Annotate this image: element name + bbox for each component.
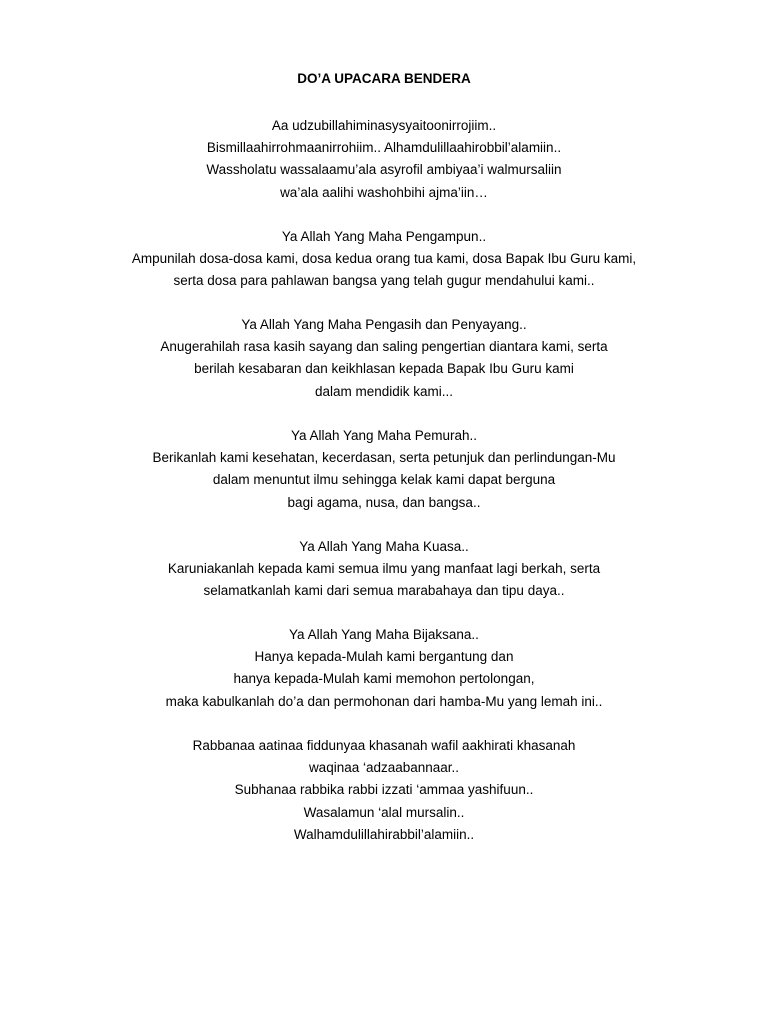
stanza-line: Wassholatu wassalaamu’ala asyrofil ambiyaa’i walmursaliin (206, 162, 562, 178)
stanza-line: Karuniakanlah kepada kami semua ilmu yang manfaat lagi berkah, serta (167, 561, 601, 577)
document-title: DO’A UPACARA BENDERA (297, 71, 471, 86)
stanza-line: Aa udzubillahiminasysyaitoonirrojiim.. (271, 118, 497, 133)
stanza-line: Ampunilah dosa-dosa kami, dosa kedua orang tua kami, dosa Bapak Ibu Guru kami, (131, 251, 637, 267)
stanza-line: serta dosa para pahlawan bangsa yang telah gugur mendahului kami.. (173, 273, 595, 289)
stanza-line: selamatkanlah kami dari semua marabahaya dan tipu daya.. (203, 583, 565, 599)
stanza-pemurah (0, 425, 768, 514)
stanza-pengampun (0, 226, 768, 293)
stanza-line: dalam menuntut ilmu sehingga kelak kami dapat berguna (212, 472, 556, 488)
stanza-kuasa (0, 536, 768, 603)
stanza-line: Bismillaahirrohmaanirrohiim.. Alhamdulillaahirobbil’alamiin.. (206, 140, 562, 156)
stanza-line: Ya Allah Yang Maha Bijaksana.. (289, 627, 479, 642)
stanza-line: Hanya kepada-Mulah kami bergantung dan (254, 649, 514, 665)
stanza-line: Ya Allah Yang Maha Pengasih dan Penyayang.. (241, 317, 527, 332)
stanza-line: Ya Allah Yang Maha Pengampun.. (281, 229, 487, 244)
stanza-line: Rabbanaa aatinaa fiddunyaa khasanah wafil aakhirati khasanah (192, 738, 576, 753)
stanza-bijaksana (0, 624, 768, 713)
stanza-line: Subhanaa rabbika rabbi izzati ‘ammaa yashifuun.. (234, 782, 534, 798)
stanza-line: waqinaa ‘adzaabannaar.. (308, 760, 460, 776)
stanza-line: Ya Allah Yang Maha Pemurah.. (290, 428, 478, 443)
stanza-line: berilah kesabaran dan keikhlasan kepada Bapak Ibu Guru kami (194, 361, 574, 377)
stanza-line: Walhamdulillahirabbil’alamiin.. (293, 826, 475, 842)
stanza-closing (0, 735, 768, 846)
stanza-line: Wasalamun ‘alal mursalin.. (303, 804, 465, 820)
stanza-line: Berikanlah kami kesehatan, kecerdasan, serta petunjuk dan perlindungan-Mu (152, 450, 616, 466)
stanza-pengasih (0, 314, 768, 403)
stanza-line: hanya kepada-Mulah kami memohon pertolongan, (233, 671, 535, 687)
stanza-line: wa’ala aalihi washohbihi ajma’iin… (280, 184, 488, 200)
stanza-line: dalam mendidik kami... (314, 383, 454, 399)
stanza-line: Ya Allah Yang Maha Kuasa.. (299, 539, 469, 554)
stanza-line: maka kabulkanlah do’a dan permohonan dari hamba-Mu yang lemah ini.. (165, 693, 603, 709)
stanza-opening (0, 115, 768, 204)
stanza-line: bagi agama, nusa, dan bangsa.. (287, 494, 481, 510)
stanza-line: Anugerahilah rasa kasih sayang dan saling pengertian diantara kami, serta (160, 339, 608, 355)
